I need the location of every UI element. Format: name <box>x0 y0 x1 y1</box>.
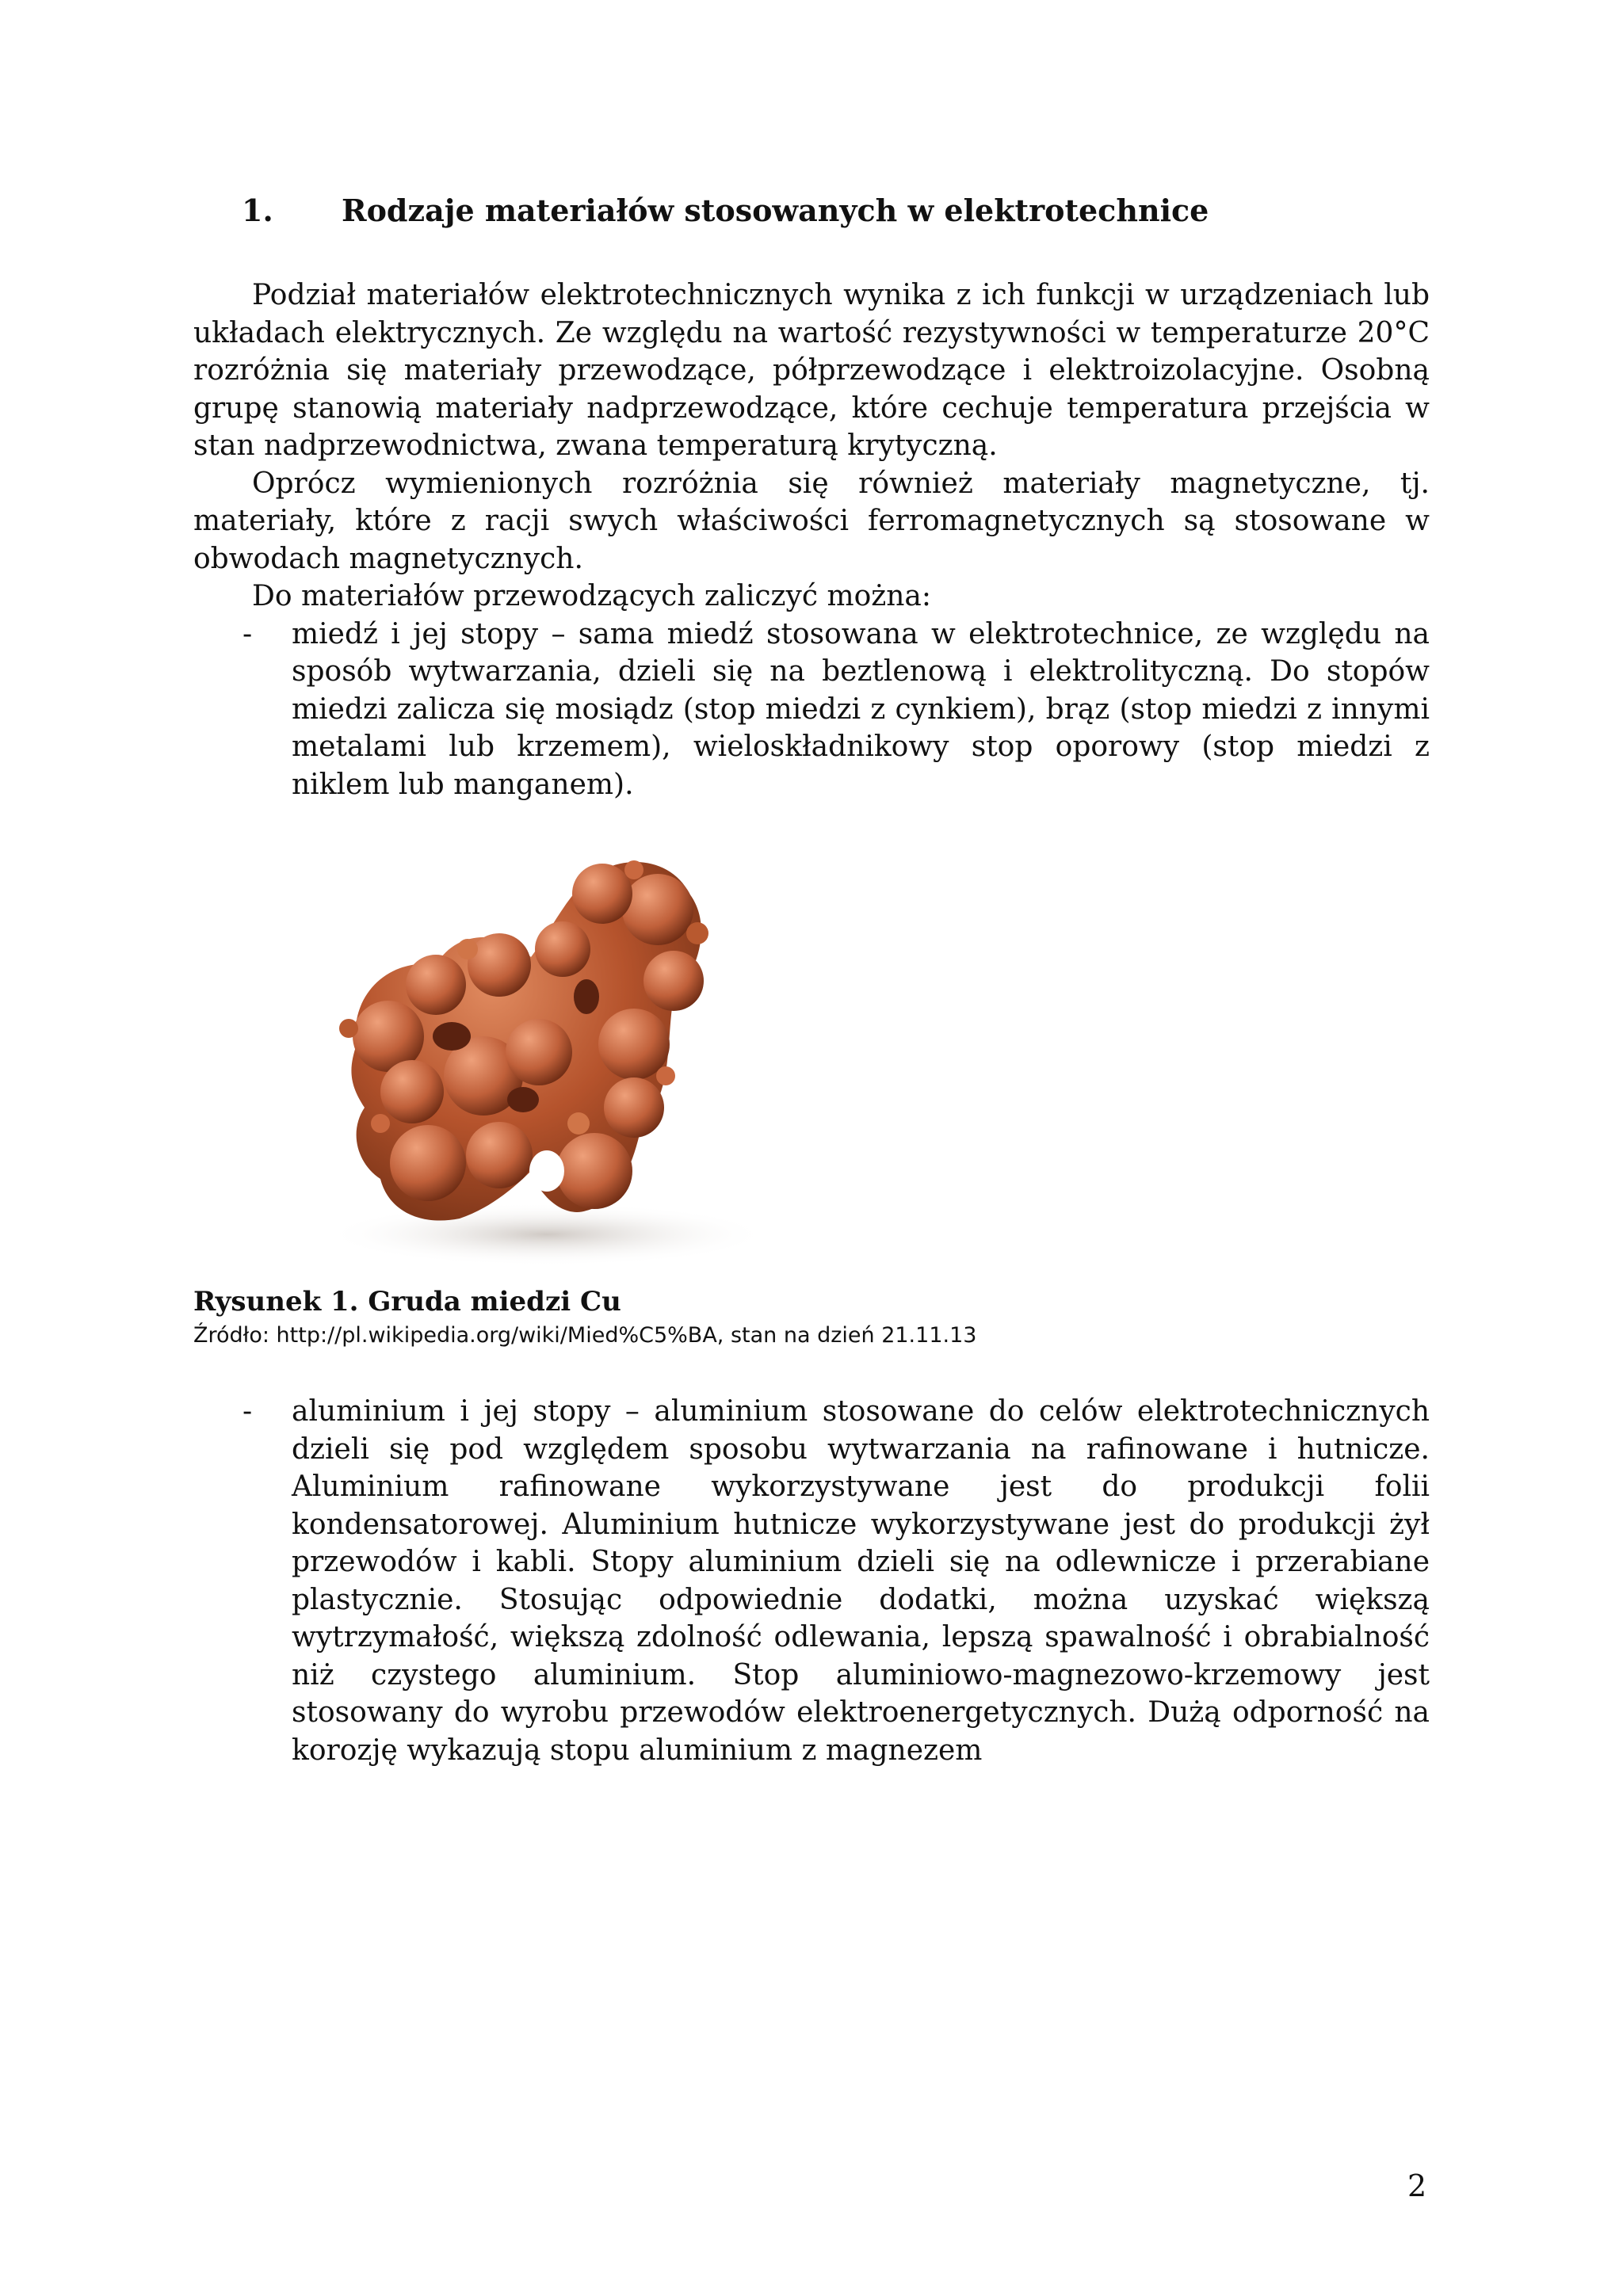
section-title: Rodzaje materiałów stosowanych w elektrotechnice <box>342 193 1209 228</box>
paragraph: Podział materiałów elektrotechnicznych wynika z ich funkcji w urządzeniach lub układach elektrycznych. Ze względu na wartość rezystywności w temperaturze 20°C rozróżnia się materiały przewodzące, półprzewodzące i elektroizolacyjne. Osobną grupę stanowią materiały nadprzewodzące, które cechuje temperatura przejścia w stan nadprzewodnictwa, zwana temperaturą krytyczną. <box>193 279 1430 462</box>
list-item-text: miedź i jej stopy – sama miedź stosowana w elektrotechnice, ze względu na sposób wytwarzania, dzieli się na beztlenową i elektrolityczną. Do stopów miedzi zalicza się mosiądz (stop miedzi z cynkiem), brąz (stop miedzi z innymi metalami lub krzemem), wieloskładnikowy stop oporowy (stop miedzi z niklem lub manganem). <box>292 617 1430 801</box>
list-marker: - <box>242 617 253 650</box>
list-item <box>193 1393 1430 1769</box>
copper-nugget-image <box>301 838 777 1266</box>
list-marker: - <box>242 1395 253 1428</box>
continued-text-block <box>193 1393 1430 1769</box>
list-item-text: aluminium i jej stopy – aluminium stosowane do celów elektrotechnicznych dzieli się pod względem sposobu wytwarzania na rafinowane i hutnicze. Aluminium rafinowane wykorzystywane jest do produkcji folii kondensatorowej. Aluminium hutnicze wykorzystywane jest do produkcji żył przewodów i kabli. Stopy aluminium dzieli się na odlewnicze i przerabiane plastycznie. Stosując odpowiednie dodatki, można uzyskać większą wytrzymałość, większą zdolność odlewania, lepszą spawalność i obrabialność niż czystego aluminium. Stop aluminiowo-magnezowo-krzemowy jest stosowany do wyrobu przewodów elektroenergetycznych. Dużą odporność na korozję wykazują stopu aluminium z magnezem <box>292 1395 1430 1767</box>
section-heading <box>242 193 1209 228</box>
figure-caption: Rysunek 1. Gruda miedzi Cu <box>193 1286 621 1318</box>
page-number: 2 <box>1407 2168 1427 2203</box>
intro-text-block <box>193 277 1430 803</box>
paragraph: Do materiałów przewodzących zaliczyć można: <box>252 580 932 612</box>
figure-source: Źródło: http://pl.wikipedia.org/wiki/Mied%C5%BA, stan na dzień 21.11.13 <box>193 1323 977 1348</box>
section-number: 1. <box>242 193 273 228</box>
paragraph: Oprócz wymienionych rozróżnia się również materiały magnetyczne, tj. materiały, które z racji swych właściwości ferromagnetycznych są stosowane w obwodach magnetycznych. <box>193 467 1430 575</box>
list-item <box>193 616 1430 804</box>
